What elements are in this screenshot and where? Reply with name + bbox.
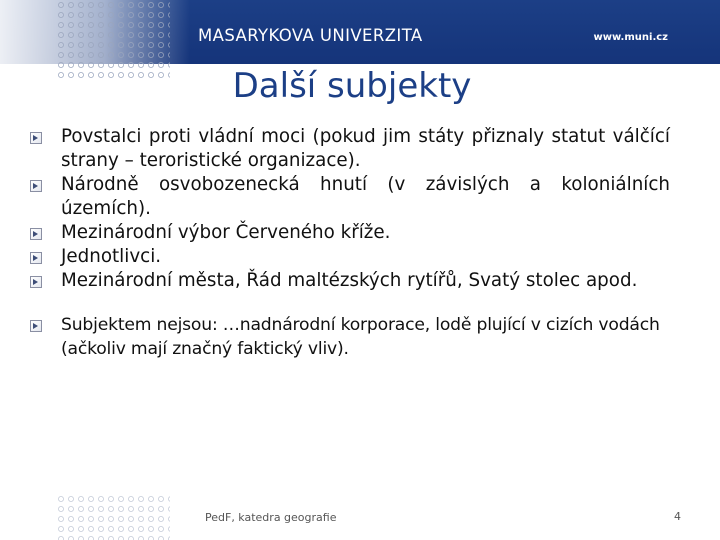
bullet-text: Povstalci proti vládní moci (pokud jim státy přiznaly statut válčící strany – teroristické organizace). <box>61 126 670 171</box>
footer-dot-grid <box>58 496 170 540</box>
bullet-arrow-icon <box>30 228 42 240</box>
bullet-arrow-icon <box>30 320 42 332</box>
bullet-list <box>30 125 670 361</box>
bullet-item <box>30 221 670 245</box>
bullet-text: Subjektem nejsou: …nadnárodní korporace, lodě plující v cizích vodách (ačkoliv mají značný faktický vliv). <box>61 315 660 359</box>
bullet-item <box>30 173 670 221</box>
bullet-arrow-icon <box>30 276 42 288</box>
page-number: 4 <box>674 510 681 523</box>
bullet-arrow-icon <box>30 252 42 264</box>
bullet-text: Jednotlivci. <box>61 246 162 267</box>
footer-text: PedF, katedra geografie <box>205 511 337 524</box>
university-name: MASARYKOVA UNIVERZITA <box>198 26 423 45</box>
bullet-arrow-icon <box>30 180 42 192</box>
bullet-item <box>30 269 670 293</box>
bullet-item <box>30 125 670 173</box>
bullet-text: Národně osvobozenecká hnutí (v závislých a koloniálních územích). <box>61 174 670 219</box>
bullet-text: Mezinárodní výbor Červeného kříže. <box>61 222 391 243</box>
bullet-arrow-icon <box>30 132 42 144</box>
bullet-item <box>30 313 670 361</box>
bullet-item <box>30 245 670 269</box>
slide-title: Další subjekty <box>232 66 472 106</box>
bullet-text: Mezinárodní města, Řád maltézských rytířů, Svatý stolec apod. <box>61 270 638 291</box>
website-url: www.muni.cz <box>593 32 668 43</box>
